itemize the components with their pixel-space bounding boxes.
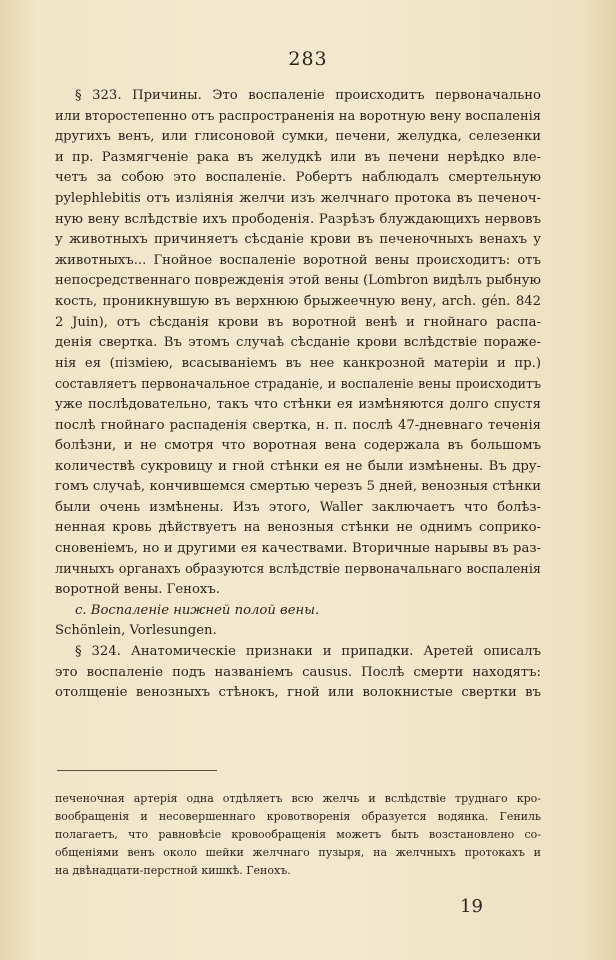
footnote-divider — [57, 770, 217, 771]
text-line: § 324. Анатомическіе признаки и припадки. Аретей описалъ — [75, 644, 541, 660]
printer-signature: 19 — [460, 896, 483, 917]
text-line: и пр. Размягченіе рака въ желудкѣ или въ печени нерѣдко вле- — [55, 149, 541, 165]
text-line: 2 Juin), отъ сѣсданія крови въ воротной венѣ и гнойнаго распа- — [55, 314, 541, 330]
main-text — [55, 86, 541, 704]
text-line: воротной вены. Генохъ. — [55, 582, 220, 598]
text-line: количествѣ сукровицу и гной стѣнки ея не были измѣнены. Въ дру- — [55, 458, 541, 474]
text-line: послѣ гнойнаго распаденія свертка, н. п. послѣ 47-дневнаго теченія — [55, 417, 541, 433]
text-line: отолщеніе венозныхъ стѣнокъ, гной или волокнистые свертки въ — [55, 685, 541, 701]
text-line: или второстепенно отъ распространенія на воротную вену воспаленія — [55, 108, 541, 124]
text-line: уже послѣдовательно, такъ что стѣнки ея измѣняются долго спустя — [55, 396, 541, 412]
section-323 — [55, 86, 541, 601]
text-line: животныхъ... Гнойное воспаленіе воротной вены происходитъ: отъ — [55, 252, 541, 268]
text-line: гомъ случаѣ, кончившемся смертью черезъ 5 дней, венозныя стѣнки — [55, 479, 541, 495]
section-c — [55, 601, 541, 642]
text-line: кость, проникнувшую въ верхнюю брыжеечную вену, arch. gén. 842 — [55, 293, 541, 309]
text-line: это воспаленіе подъ названіемъ causus. Послѣ смерти находятъ: — [55, 664, 541, 680]
text-line: непосредственнаго поврежденія этой вены (Lombron видѣлъ рыбную — [55, 273, 541, 289]
footnote — [55, 790, 541, 880]
text-line: были очень измѣнены. Изъ этого, Waller заключаетъ что болѣз- — [55, 499, 541, 515]
text-line: pylephlebitis отъ изліянія желчи изъ желчнаго протока въ печеноч- — [55, 190, 541, 206]
text-line: нія ея (пізміею, всасываніемъ въ нее канкрозной матеріи и пр.) — [55, 355, 541, 371]
section-324 — [55, 642, 541, 704]
text-line: болѣзни, и не смотря что воротная вена содержала въ большомъ — [55, 438, 541, 454]
footnote-line: печеночная артерія одна отдѣляетъ всю желчь и вслѣдствіе труднаго кро- — [55, 792, 541, 805]
section-c-source: Schönlein, Vorlesungen. — [55, 623, 217, 639]
footnote-line: общеніями венъ около шейки желчнаго пузыря, на желчныхъ протокахъ и — [55, 846, 541, 859]
text-line: у животныхъ причиняетъ сѣсданіе крови въ печеночныхъ венахъ у — [55, 232, 541, 248]
text-line: ненная кровь дѣйствуетъ на венозныя стѣнки не однимъ соприко- — [55, 520, 541, 536]
text-line: § 323. Причины. Это воспаленіе происходитъ первоначально — [75, 88, 541, 103]
footnote-line: полагаетъ, что равновѣсіе кровообращенія можетъ быть возстановлено со- — [55, 828, 541, 841]
page-number: 283 — [288, 48, 328, 70]
text-line: сновеніемъ, но и другими ея качествами. Вторичные нарывы въ раз- — [55, 541, 541, 557]
footnote-line: на двѣнадцати-перстной кишкѣ. Генохъ. — [55, 864, 291, 877]
text-line: другихъ венъ, или глисоновой сумки, печени, желудка, селезенки — [55, 129, 541, 145]
text-line: ную вену вслѣдствіе ихъ прободенія. Разрѣзъ блуждающихъ нервовъ — [55, 211, 541, 227]
text-line: денія свертка. Въ этомъ случаѣ сѣсданіе крови вслѣдствіе пораже- — [55, 335, 541, 351]
text-line: составляетъ первоначальное страданіе, и воспаленіе вены происходитъ — [55, 376, 541, 392]
footnote-line: вообращенія и несовершеннаго кровотворенія образуется водянка. Гениль — [55, 810, 541, 823]
text-line: личныхъ органахъ образуются вслѣдствіе первоначальнаго воспаленія — [55, 561, 541, 577]
section-c-title: c. Воспаленіе нижней полой вены. — [75, 602, 320, 618]
text-line: четъ за собою это воспаленіе. Робертъ наблюдалъ смертельную — [55, 170, 541, 186]
